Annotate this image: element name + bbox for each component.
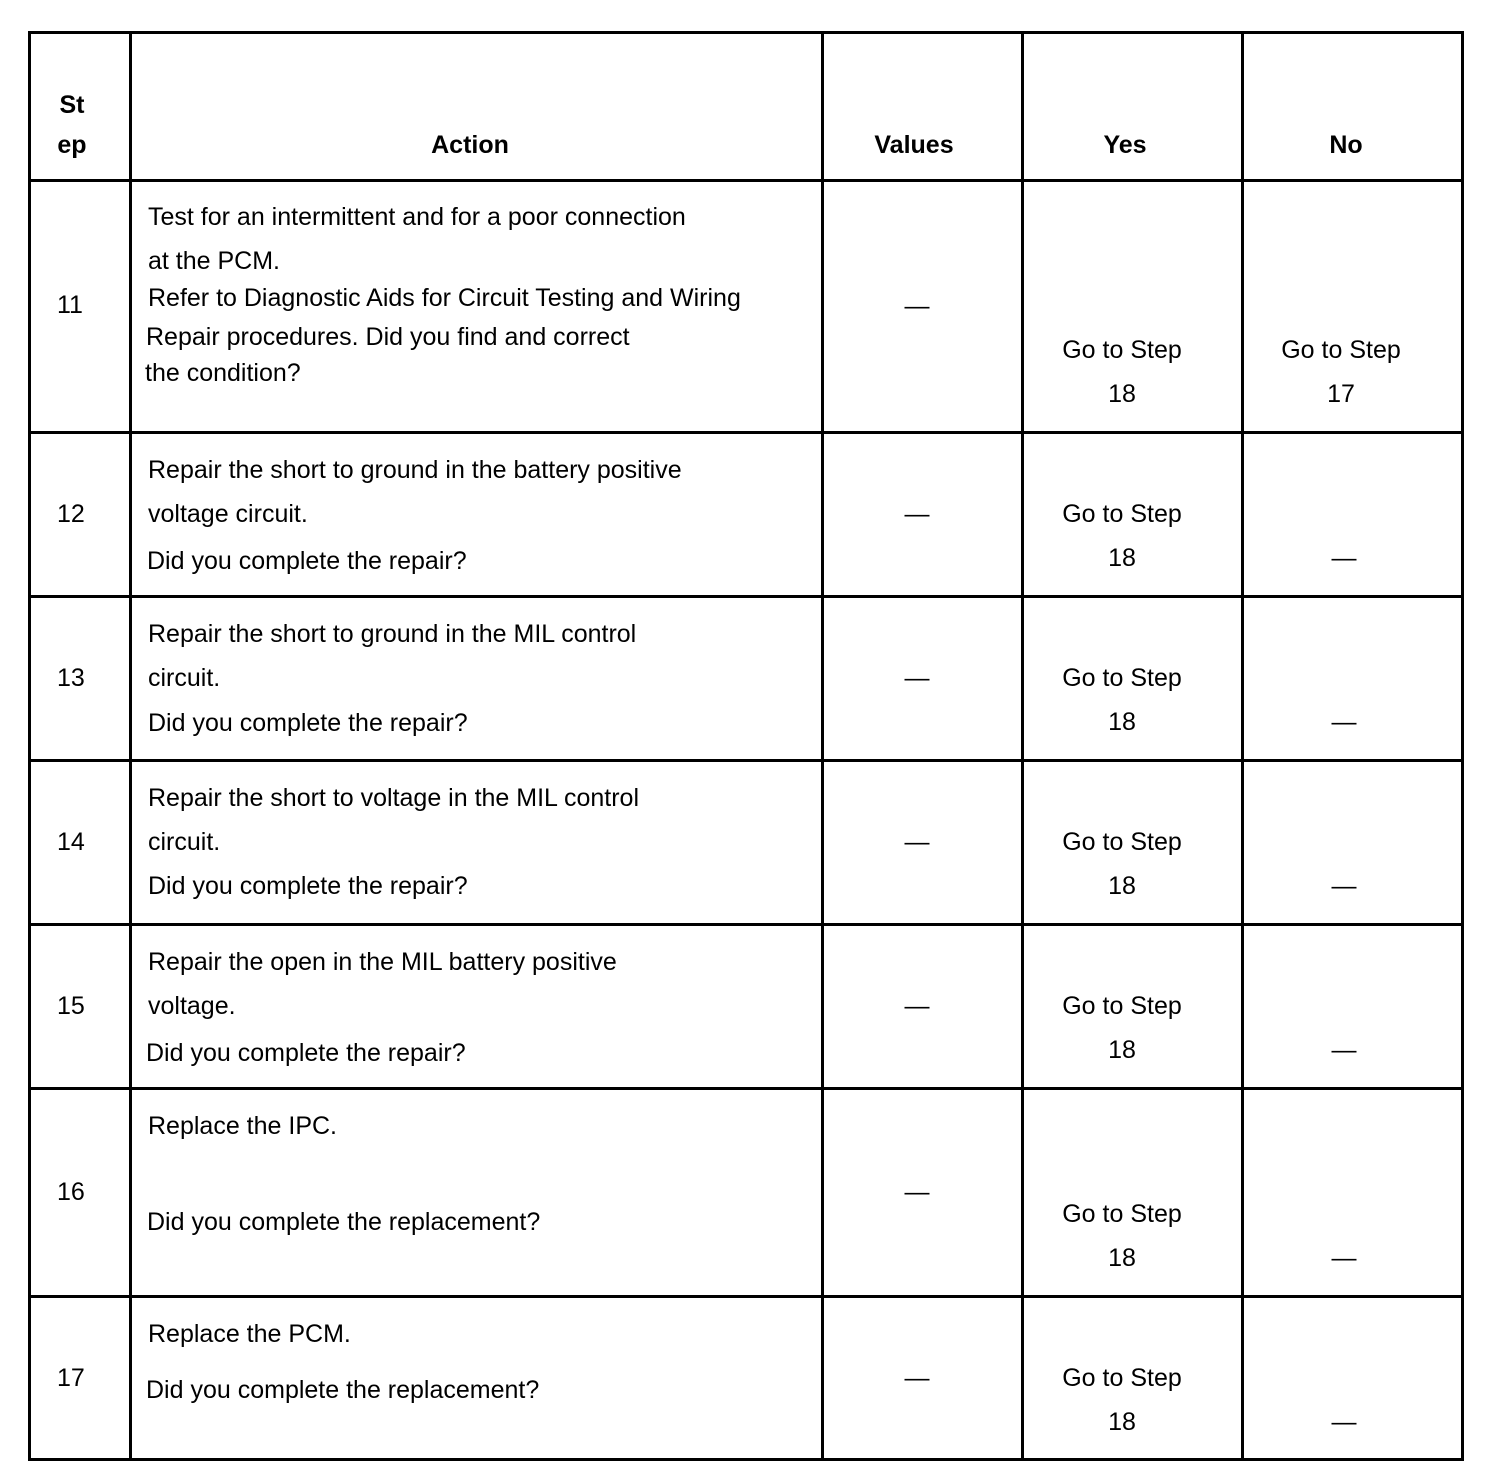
row-17-action-line: Did you complete the replacement?	[146, 1376, 540, 1404]
header-step-line2: ep	[57, 131, 87, 159]
row-divider	[28, 1295, 1464, 1298]
row-17-step: 17	[57, 1364, 85, 1392]
row-16-step: 16	[57, 1178, 85, 1206]
row-15-action-line: voltage.	[148, 992, 236, 1020]
row-divider	[28, 923, 1464, 926]
row-16-values: —	[904, 1178, 930, 1206]
row-16-action-line: Did you complete the replacement?	[147, 1208, 541, 1236]
row-14-no: —	[1331, 872, 1357, 900]
row-divider	[28, 1087, 1464, 1090]
row-15-action-line: Did you complete the repair?	[146, 1039, 466, 1067]
column-divider	[1021, 31, 1024, 1461]
header-values: Values	[874, 131, 954, 159]
row-16-no: —	[1331, 1244, 1357, 1272]
row-13-yes-line: Go to Step	[1062, 664, 1182, 692]
row-17-values: —	[904, 1364, 930, 1392]
row-14-step: 14	[57, 828, 85, 856]
row-16-action-line: Replace the IPC.	[148, 1112, 337, 1140]
row-11-no-line: Go to Step	[1281, 336, 1401, 364]
row-divider	[28, 595, 1464, 598]
row-14-action-line: Repair the short to voltage in the MIL control	[148, 784, 640, 812]
row-15-step: 15	[57, 992, 85, 1020]
row-14-action-line: Did you complete the repair?	[148, 872, 468, 900]
row-11-action-line: Repair procedures. Did you find and correct	[146, 323, 630, 351]
row-divider	[28, 431, 1464, 434]
row-11-no-line: 17	[1327, 380, 1355, 408]
row-12-step: 12	[57, 500, 85, 528]
row-12-yes-line: 18	[1108, 544, 1136, 572]
row-12-yes-line: Go to Step	[1062, 500, 1182, 528]
table-border-right	[1461, 31, 1464, 1461]
row-11-values: —	[904, 292, 930, 320]
row-12-action-line: Repair the short to ground in the battery positive	[148, 456, 682, 484]
row-11-action-line: Refer to Diagnostic Aids for Circuit Testing and Wiring	[148, 284, 741, 312]
row-11-action-line: at the PCM.	[148, 247, 280, 275]
row-12-action-line: voltage circuit.	[148, 500, 308, 528]
row-13-yes-line: 18	[1108, 708, 1136, 736]
table-border-left	[28, 31, 31, 1461]
table-border-top	[28, 31, 1464, 34]
row-12-no: —	[1331, 544, 1357, 572]
row-14-values: —	[904, 828, 930, 856]
row-15-no: —	[1331, 1036, 1357, 1064]
row-16-yes-line: Go to Step	[1062, 1200, 1182, 1228]
diagnostic-table	[28, 31, 1464, 1461]
table-border-bottom	[28, 1458, 1464, 1461]
row-15-values: —	[904, 992, 930, 1020]
row-16-yes-line: 18	[1108, 1244, 1136, 1272]
row-11-yes-line: Go to Step	[1062, 336, 1182, 364]
row-17-no: —	[1331, 1408, 1357, 1436]
row-12-action-line: Did you complete the repair?	[147, 547, 467, 575]
row-15-yes-line: 18	[1108, 1036, 1136, 1064]
row-11-yes-line: 18	[1108, 380, 1136, 408]
row-17-action-line: Replace the PCM.	[148, 1320, 351, 1348]
row-12-values: —	[904, 500, 930, 528]
row-14-yes-line: 18	[1108, 872, 1136, 900]
row-17-yes-line: Go to Step	[1062, 1364, 1182, 1392]
row-14-yes-line: Go to Step	[1062, 828, 1182, 856]
row-11-step: 11	[57, 291, 83, 319]
row-15-action-line: Repair the open in the MIL battery positive	[148, 948, 617, 976]
row-divider	[28, 759, 1464, 762]
row-11-action-line: Test for an intermittent and for a poor connection	[148, 203, 686, 231]
row-13-action-line: Repair the short to ground in the MIL control	[148, 620, 637, 648]
column-divider	[821, 31, 824, 1461]
row-13-no: —	[1331, 708, 1357, 736]
column-divider	[129, 31, 132, 1461]
row-13-action-line: Did you complete the repair?	[148, 709, 468, 737]
row-17-yes-line: 18	[1108, 1408, 1136, 1436]
header-action: Action	[431, 131, 509, 159]
header-step-line1: St	[59, 91, 85, 119]
header-divider	[28, 179, 1464, 182]
column-divider	[1241, 31, 1244, 1461]
header-no: No	[1329, 131, 1363, 159]
row-13-action-line: circuit.	[148, 664, 221, 692]
row-14-action-line: circuit.	[148, 828, 221, 856]
header-yes: Yes	[1103, 131, 1147, 159]
row-13-values: —	[904, 664, 930, 692]
row-11-action-line: the condition?	[145, 359, 301, 387]
row-15-yes-line: Go to Step	[1062, 992, 1182, 1020]
row-13-step: 13	[57, 664, 85, 692]
